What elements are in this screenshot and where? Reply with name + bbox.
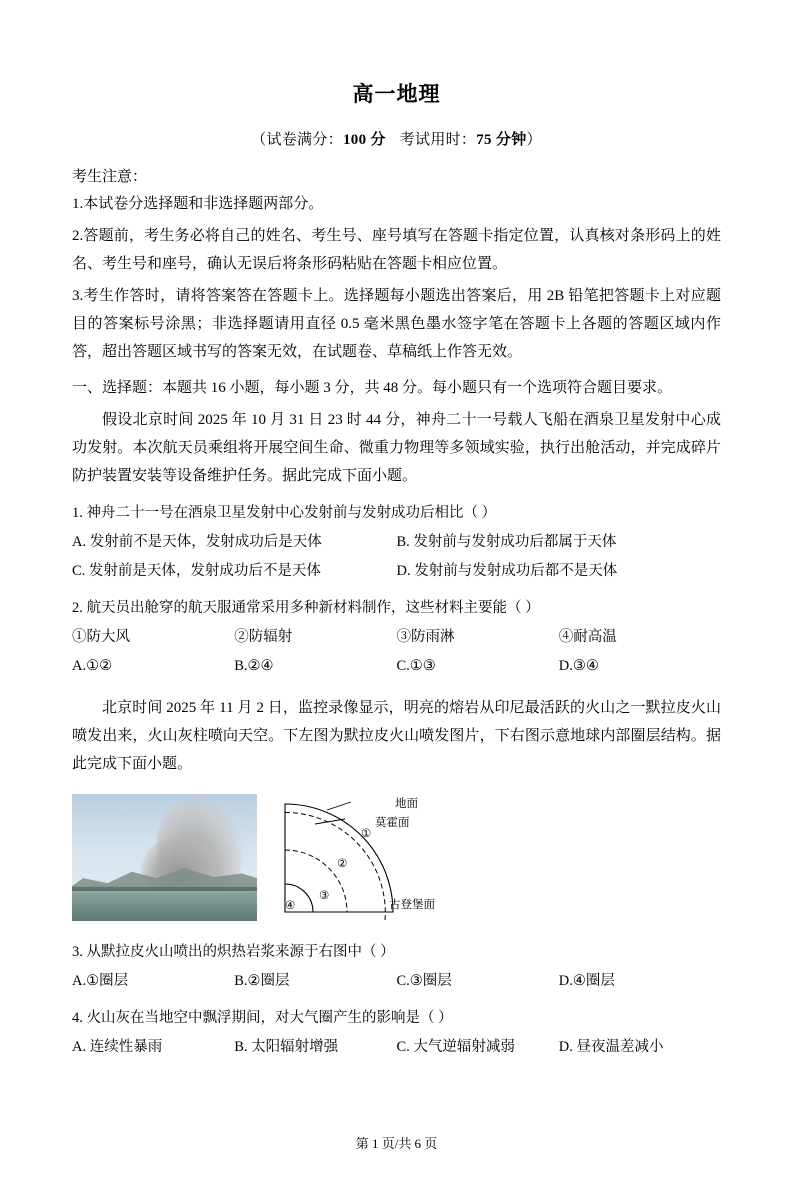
subtitle-suffix: ） xyxy=(526,132,542,148)
question-4-option-c[interactable]: C. 大气逆辐射减弱 xyxy=(396,1039,515,1055)
question-4-options xyxy=(72,1034,721,1061)
figure-group xyxy=(72,794,721,921)
question-2-item-1: ①防大风 xyxy=(72,629,130,645)
question-2-stem: 2. 航天员出舱穿的航天服通常采用多种新材料制作，这些材料主要能（ ） xyxy=(72,600,540,616)
diagram-label-layer-1: ① xyxy=(361,828,372,840)
question-1-stem: 1. 神舟二十一号在酒泉卫星发射中心发射前与发射成功后相比（ ） xyxy=(72,505,497,521)
page-title: 高一地理 xyxy=(352,82,441,106)
diagram-label-layer-4: ④ xyxy=(285,900,296,912)
question-1-options-row-2 xyxy=(72,558,721,585)
diagram-label-layer-3: ③ xyxy=(319,890,330,902)
question-1-option-b[interactable]: B. 发射前与发射成功后都属于天体 xyxy=(396,534,617,550)
question-4-stem: 4. 火山灰在当地空中飘浮期间，对大气圈产生的影响是（ ） xyxy=(72,1010,453,1026)
question-1-options-row-1 xyxy=(72,529,721,556)
question-3-option-a[interactable]: A.①圈层 xyxy=(72,973,129,989)
question-2-item-3: ③防雨淋 xyxy=(396,629,455,645)
question-2-options xyxy=(72,653,721,680)
subtitle-time: 75 分钟 xyxy=(476,132,527,148)
question-2-option-d[interactable]: D.③④ xyxy=(558,658,599,674)
subtitle-mid: 考试用时： xyxy=(399,132,477,148)
question-3-options xyxy=(72,968,721,995)
question-3-stem: 3. 从默拉皮火山喷出的炽热岩浆来源于右图中（ ） xyxy=(72,944,395,960)
section-one-heading: 一、选择题：本题共 16 小题，每小题 3 分，共 48 分。每小题只有一个选项符合题目要求。 xyxy=(72,380,673,396)
question-2-item-4: ④耐高温 xyxy=(558,629,617,645)
notice-item-1: 1.本试卷分选择题和非选择题两部分。 xyxy=(72,196,324,212)
material-1: 假设北京时间 2025 年 10 月 31 日 23 时 44 分，神舟二十一号载人飞船在酒泉卫星发射中心成功发射。本次航天员乘组将开展空间生命、微重力物理等多领域实验，执行出舱活动，并完成碎片防护装置安装等设备维护任务。据此完成下面小题。 xyxy=(72,412,721,484)
question-2-option-a[interactable]: A.①② xyxy=(72,658,113,674)
question-2-option-b[interactable]: B.②④ xyxy=(234,658,274,674)
diagram-label-gutenberg: 古登堡面 xyxy=(389,899,435,911)
question-3-option-c[interactable]: C.③圈层 xyxy=(396,973,452,989)
notice-item-2: 2.答题前，考生务必将自己的姓名、考生号、座号填写在答题卡指定位置，认真核对条形码上的姓名、考生号和座号，确认无误后将条形码粘贴在答题卡相应位置。 xyxy=(72,228,721,272)
question-4-option-b[interactable]: B. 太阳辐射增强 xyxy=(234,1039,339,1055)
volcano-eruption-photo xyxy=(72,794,257,921)
earth-layers-svg xyxy=(275,794,465,921)
material-2: 北京时间 2025 年 11 月 2 日，监控录像显示，明亮的熔岩从印尼最活跃的火山之一默拉皮火山喷发出来，火山灰柱喷向天空。下左图为默拉皮火山喷发图片，下右图示意地球内部圈层结构。据此完成下面小题。 xyxy=(72,700,721,772)
exam-page xyxy=(0,78,793,1200)
question-4-option-d[interactable]: D. 昼夜温差减小 xyxy=(558,1039,664,1055)
diagram-label-layer-2: ② xyxy=(337,858,348,870)
question-2-item-2: ②防辐射 xyxy=(234,629,293,645)
subtitle-score: 100 分 xyxy=(342,132,386,148)
question-1-option-a[interactable]: A. 发射前不是天体，发射成功后是天体 xyxy=(72,534,322,550)
photo-water xyxy=(72,891,257,921)
diagram-label-surface: 地面 xyxy=(395,798,418,810)
page-footer: 第 1 页/共 6 页 xyxy=(355,1136,438,1151)
question-4-option-a[interactable]: A. 连续性暴雨 xyxy=(72,1039,163,1055)
earth-interior-diagram xyxy=(275,794,465,921)
notice-heading: 考生注意： xyxy=(72,169,148,185)
question-3-option-b[interactable]: B.②圈层 xyxy=(234,973,290,989)
notice-item-3: 3.考生作答时，请将答案答在答题卡上。选择题每小题选出答案后，用 2B 铅笔把答题卡上对应题目的答案标号涂黑；非选择题请用直径 0.5 毫米黑色墨水签字笔在答题卡上各题的答题区域内作答，超出答题区域书写的答案无效，在试题卷、草稿纸上作答无效。 xyxy=(72,288,721,360)
question-1-option-c[interactable]: C. 发射前是天体，发射成功后不是天体 xyxy=(72,563,321,579)
exam-subtitle xyxy=(72,128,721,149)
question-3-option-d[interactable]: D.④圈层 xyxy=(558,973,615,989)
question-1-option-d[interactable]: D. 发射前与发射成功后都不是天体 xyxy=(396,563,618,579)
question-2-items xyxy=(72,624,721,651)
question-2-option-c[interactable]: C.①③ xyxy=(396,658,436,674)
diagram-label-moho: 莫霍面 xyxy=(375,817,410,829)
subtitle-prefix: （试卷满分： xyxy=(251,132,343,148)
